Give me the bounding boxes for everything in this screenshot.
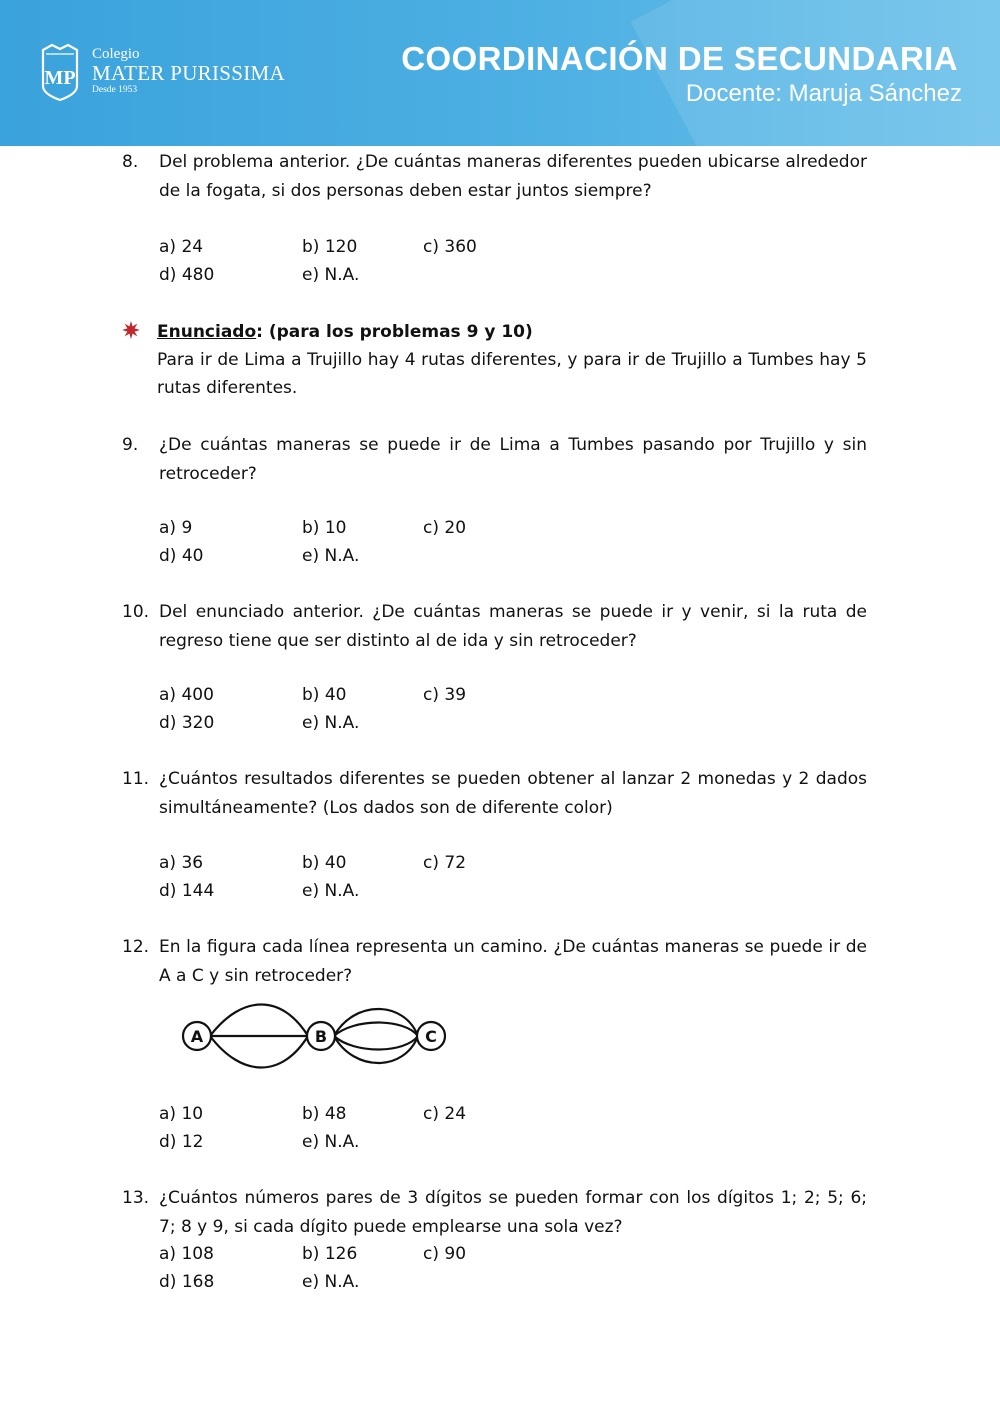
question-number: 12. xyxy=(122,937,150,957)
options-11 xyxy=(159,849,466,905)
path-b-c-3 xyxy=(334,1036,418,1050)
option-e: e) N.A. xyxy=(302,1132,360,1152)
starburst-bullet-icon xyxy=(122,321,140,339)
options-8 xyxy=(159,233,477,289)
option-b: b) 120 xyxy=(302,237,358,257)
page-header xyxy=(0,0,1000,146)
option-c: c) 24 xyxy=(423,1104,467,1124)
path-a-b-bottom xyxy=(210,1036,308,1068)
school-crest-icon xyxy=(40,42,80,102)
paths-diagram xyxy=(172,996,462,1080)
enunciado-heading xyxy=(157,318,867,346)
option-b: b) 40 xyxy=(302,853,347,873)
option-b: b) 126 xyxy=(302,1244,358,1264)
path-a-b-top xyxy=(210,1005,308,1037)
enunciado-scope: : (para los problemas 9 y 10) xyxy=(256,322,533,342)
school-name: MATER PURISSIMA xyxy=(92,61,285,85)
question-number: 10. xyxy=(122,602,150,622)
option-b: b) 40 xyxy=(302,685,347,705)
page-title: COORDINACIÓN DE SECUNDARIA xyxy=(401,40,958,77)
enunciado-block xyxy=(122,318,867,402)
school-name-block xyxy=(92,46,285,96)
node-b-label: B xyxy=(314,1027,328,1046)
question-text: ¿Cuántos números pares de 3 dígitos se pueden formar con los dígitos 1; 2; 5; 6; 7; 8 y 9, si cada dígito puede emplearse una sola vez? xyxy=(159,1188,867,1237)
option-e: e) N.A. xyxy=(302,1272,360,1292)
option-a: a) 400 xyxy=(159,685,214,705)
question-number: 8. xyxy=(122,152,139,172)
node-c-label: C xyxy=(425,1027,437,1046)
option-c: c) 72 xyxy=(423,853,467,873)
question-text: Del enunciado anterior. ¿De cuántas maneras se puede ir y venir, si la ruta de regreso tiene que ser distinto al de ida y sin retroceder? xyxy=(159,602,867,651)
question-text: Del problema anterior. ¿De cuántas maneras diferentes pueden ubicarse alrededor de la fogata, si dos personas deben estar juntos siempre? xyxy=(159,152,867,201)
option-c: c) 360 xyxy=(423,237,477,257)
node-a-label: A xyxy=(190,1027,204,1046)
option-e: e) N.A. xyxy=(302,713,360,733)
option-e: e) N.A. xyxy=(302,546,360,566)
option-c: c) 39 xyxy=(423,685,467,705)
option-e: e) N.A. xyxy=(302,265,360,285)
option-e: e) N.A. xyxy=(302,881,360,901)
enunciado-label: Enunciado xyxy=(157,322,257,342)
question-12 xyxy=(122,933,867,991)
option-a: a) 24 xyxy=(159,237,204,257)
question-number: 13. xyxy=(122,1188,150,1208)
option-a: a) 36 xyxy=(159,853,204,873)
question-number: 11. xyxy=(122,769,150,789)
crest-monogram: MP xyxy=(44,67,76,89)
question-text: ¿Cuántos resultados diferentes se pueden obtener al lanzar 2 monedas y 2 dados simultáneamente? (Los dados son de diferente color) xyxy=(159,769,867,818)
option-d: d) 40 xyxy=(159,546,204,566)
option-b: b) 10 xyxy=(302,518,347,538)
question-13 xyxy=(122,1184,867,1242)
question-text: ¿De cuántas maneras se puede ir de Lima a Tumbes pasando por Trujillo y sin retroceder? xyxy=(159,435,867,484)
teacher-name: Docente: Maruja Sánchez xyxy=(685,80,962,107)
option-d: d) 320 xyxy=(159,713,215,733)
option-d: d) 168 xyxy=(159,1272,215,1292)
question-11 xyxy=(122,765,867,823)
school-since: Desde 1953 xyxy=(92,85,138,95)
option-a: a) 9 xyxy=(159,518,193,538)
path-b-c-2 xyxy=(334,1023,418,1037)
option-d: d) 480 xyxy=(159,265,215,285)
enunciado-text: Para ir de Lima a Trujillo hay 4 rutas diferentes, y para ir de Trujillo a Tumbes hay 5 rutas diferentes. xyxy=(157,350,867,398)
options-13 xyxy=(159,1240,466,1296)
question-9 xyxy=(122,431,867,489)
option-b: b) 48 xyxy=(302,1104,347,1124)
option-c: c) 90 xyxy=(423,1244,467,1264)
option-a: a) 10 xyxy=(159,1104,204,1124)
option-d: d) 144 xyxy=(159,881,215,901)
option-c: c) 20 xyxy=(423,518,467,538)
options-10 xyxy=(159,681,466,737)
question-10 xyxy=(122,598,867,656)
option-d: d) 12 xyxy=(159,1132,204,1152)
question-number: 9. xyxy=(122,435,139,455)
options-9 xyxy=(159,514,466,570)
options-12 xyxy=(159,1100,466,1156)
school-label: Colegio xyxy=(92,46,140,62)
question-8 xyxy=(122,148,867,206)
question-text: En la figura cada línea representa un camino. ¿De cuántas maneras se puede ir de A a C y sin retroceder? xyxy=(159,937,867,986)
option-a: a) 108 xyxy=(159,1244,214,1264)
